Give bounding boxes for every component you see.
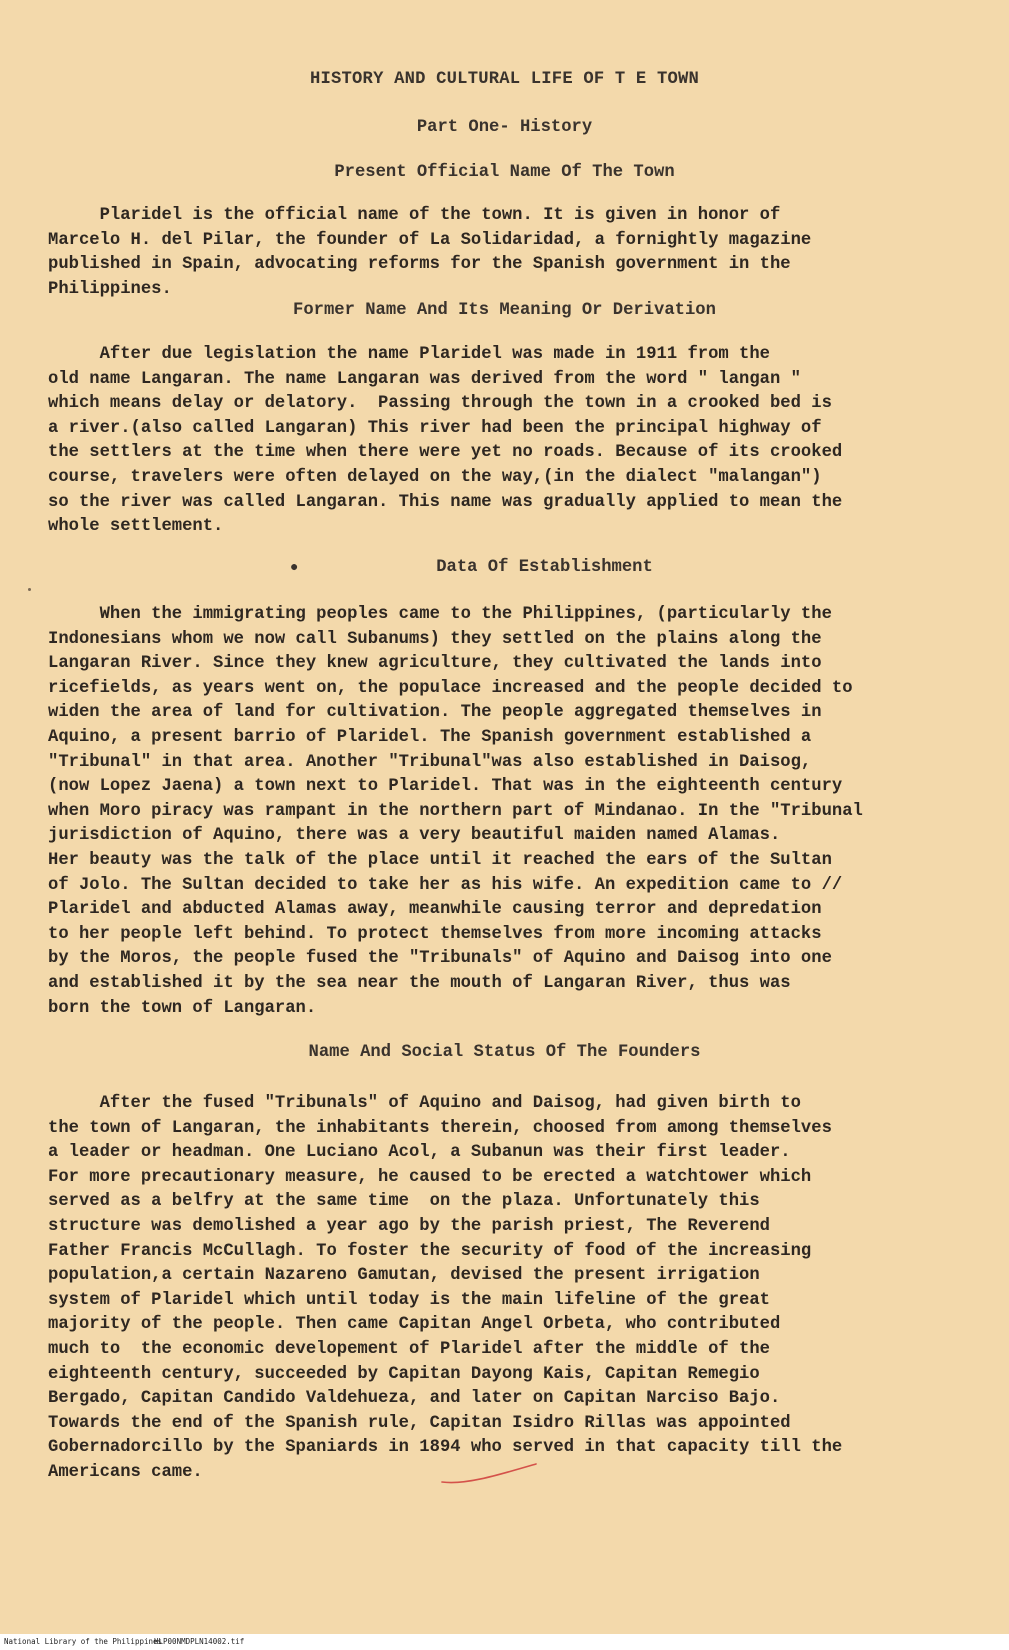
text-line: widen the area of land for cultivation. The people aggregated themselves in: [48, 703, 822, 723]
text-line: Americans came.: [48, 1462, 203, 1482]
text-line: eighteenth century, succeeded by Capitan Dayong Kais, Capitan Remegio: [48, 1364, 760, 1384]
text-line: Indonesians whom we now call Subanums) they settled on the plains along the: [48, 629, 822, 649]
text-line: After due legislation the name Plaridel was made in 1911 from the: [48, 345, 770, 364]
text-line: and established it by the sea near the mouth of Langaran River, thus was: [48, 973, 791, 993]
text-line: (now Lopez Jaena) a town next to Plaridel. That was in the eighteenth century: [48, 777, 843, 797]
text-line: whole settlement.: [48, 517, 224, 537]
text-line: Langaran River. Since they knew agriculture, they cultivated the lands into: [48, 654, 822, 674]
text-line: For more precautionary measure, he caused to be erected a watchtower which: [48, 1167, 812, 1187]
text-line: published in Spain, advocating reforms for the Spanish government in the: [48, 255, 791, 275]
text-line: the town of Langaran, the inhabitants therein, choosed from among themselves: [48, 1118, 832, 1138]
text-line: majority of the people. Then came Capitan Angel Orbeta, who contributed: [48, 1315, 781, 1335]
text-line: much to the economic developement of Plaridel after the middle of the: [48, 1339, 770, 1359]
text-line: by the Moros, the people fused the "Tribunals" of Aquino and Daisog into one: [48, 949, 832, 969]
text-line: After the fused "Tribunals" of Aquino and Daisog, had given birth to: [48, 1094, 801, 1113]
section-heading: Data Of Establishment: [436, 558, 653, 577]
text-line: Bergado, Capitan Candido Valdehueza, and later on Capitan Narciso Bajo.: [48, 1389, 781, 1409]
text-line: ricefields, as years went on, the populace increased and the people decided to: [48, 678, 853, 698]
text-line: Marcelo H. del Pilar, the founder of La Solidaridad, a fornightly magazine: [48, 230, 812, 250]
section-heading: Name And Social Status Of The Founders: [308, 1043, 701, 1062]
scan-footer: [0, 1634, 1009, 1650]
footer-file-id: HLP00NMDPLN14002.tif: [154, 1637, 245, 1646]
text-line: course, travelers were often delayed on the way,(in the dialect "malangan"): [48, 467, 822, 487]
bullet-mark: ●: [290, 560, 299, 576]
text-line: When the immigrating peoples came to the Philippines, (particularly the: [48, 605, 832, 624]
text-line: old name Langaran. The name Langaran was derived from the word " langan ": [48, 369, 801, 389]
text-line: Plaridel is the official name of the town. It is given in honor of: [48, 206, 781, 225]
text-line: the settlers at the time when there were yet no roads. Because of its crooked: [48, 443, 843, 463]
section-paragraph: [48, 603, 988, 1021]
section-paragraph: [48, 1092, 988, 1486]
text-line: a river.(also called Langaran) This river had been the principal highway of: [48, 418, 822, 438]
document-title: HISTORY AND CULTURAL LIFE OF T E TOWN: [309, 70, 700, 89]
section-heading: Former Name And Its Meaning Or Derivation: [293, 301, 716, 320]
text-line: jurisdiction of Aquino, there was a very beautiful maiden named Alamas.: [48, 826, 781, 846]
text-line: Gobernadorcillo by the Spaniards in 1894 who served in that capacity till the: [48, 1438, 843, 1458]
text-line: population,a certain Nazareno Gamutan, devised the present irrigation: [48, 1266, 760, 1286]
pen-stroke-mark: [440, 1460, 540, 1490]
text-line: structure was demolished a year ago by the parish priest, The Reverend: [48, 1216, 770, 1236]
text-line: "Tribunal" in that area. Another "Tribunal"was also established in Daisog,: [48, 752, 812, 772]
part-heading: Part One- History: [416, 118, 593, 137]
footer-institution: National Library of the Philippines: [4, 1637, 163, 1646]
section-paragraph: [48, 204, 988, 302]
text-line: Father Francis McCullagh. To foster the security of food of the increasing: [48, 1241, 812, 1261]
section-heading: Present Official Name Of The Town: [334, 163, 675, 182]
text-line: Her beauty was the talk of the place until it reached the ears of the Sultan: [48, 850, 832, 870]
text-line: Plaridel and abducted Alamas away, meanwhile causing terror and depredation: [48, 900, 822, 920]
text-line: of Jolo. The Sultan decided to take her as his wife. An expedition came to //: [48, 875, 843, 895]
text-line: Towards the end of the Spanish rule, Capitan Isidro Rillas was appointed: [48, 1413, 791, 1433]
section-paragraph: [48, 343, 988, 540]
text-line: so the river was called Langaran. This name was gradually applied to mean the: [48, 492, 843, 512]
text-line: to her people left behind. To protect themselves from more incoming attacks: [48, 924, 822, 944]
stray-ink-mark: [28, 588, 31, 591]
text-line: system of Plaridel which until today is the main lifeline of the great: [48, 1290, 770, 1310]
text-line: Philippines.: [48, 279, 172, 299]
text-line: which means delay or delatory. Passing through the town in a crooked bed is: [48, 394, 832, 414]
text-line: a leader or headman. One Luciano Acol, a Subanun was their first leader.: [48, 1143, 791, 1163]
text-line: born the town of Langaran.: [48, 998, 317, 1018]
text-line: Aquino, a present barrio of Plaridel. The Spanish government established a: [48, 727, 812, 747]
text-line: served as a belfry at the same time on the plaza. Unfortunately this: [48, 1192, 760, 1212]
text-line: when Moro piracy was rampant in the northern part of Mindanao. In the "Tribunal: [48, 801, 863, 821]
